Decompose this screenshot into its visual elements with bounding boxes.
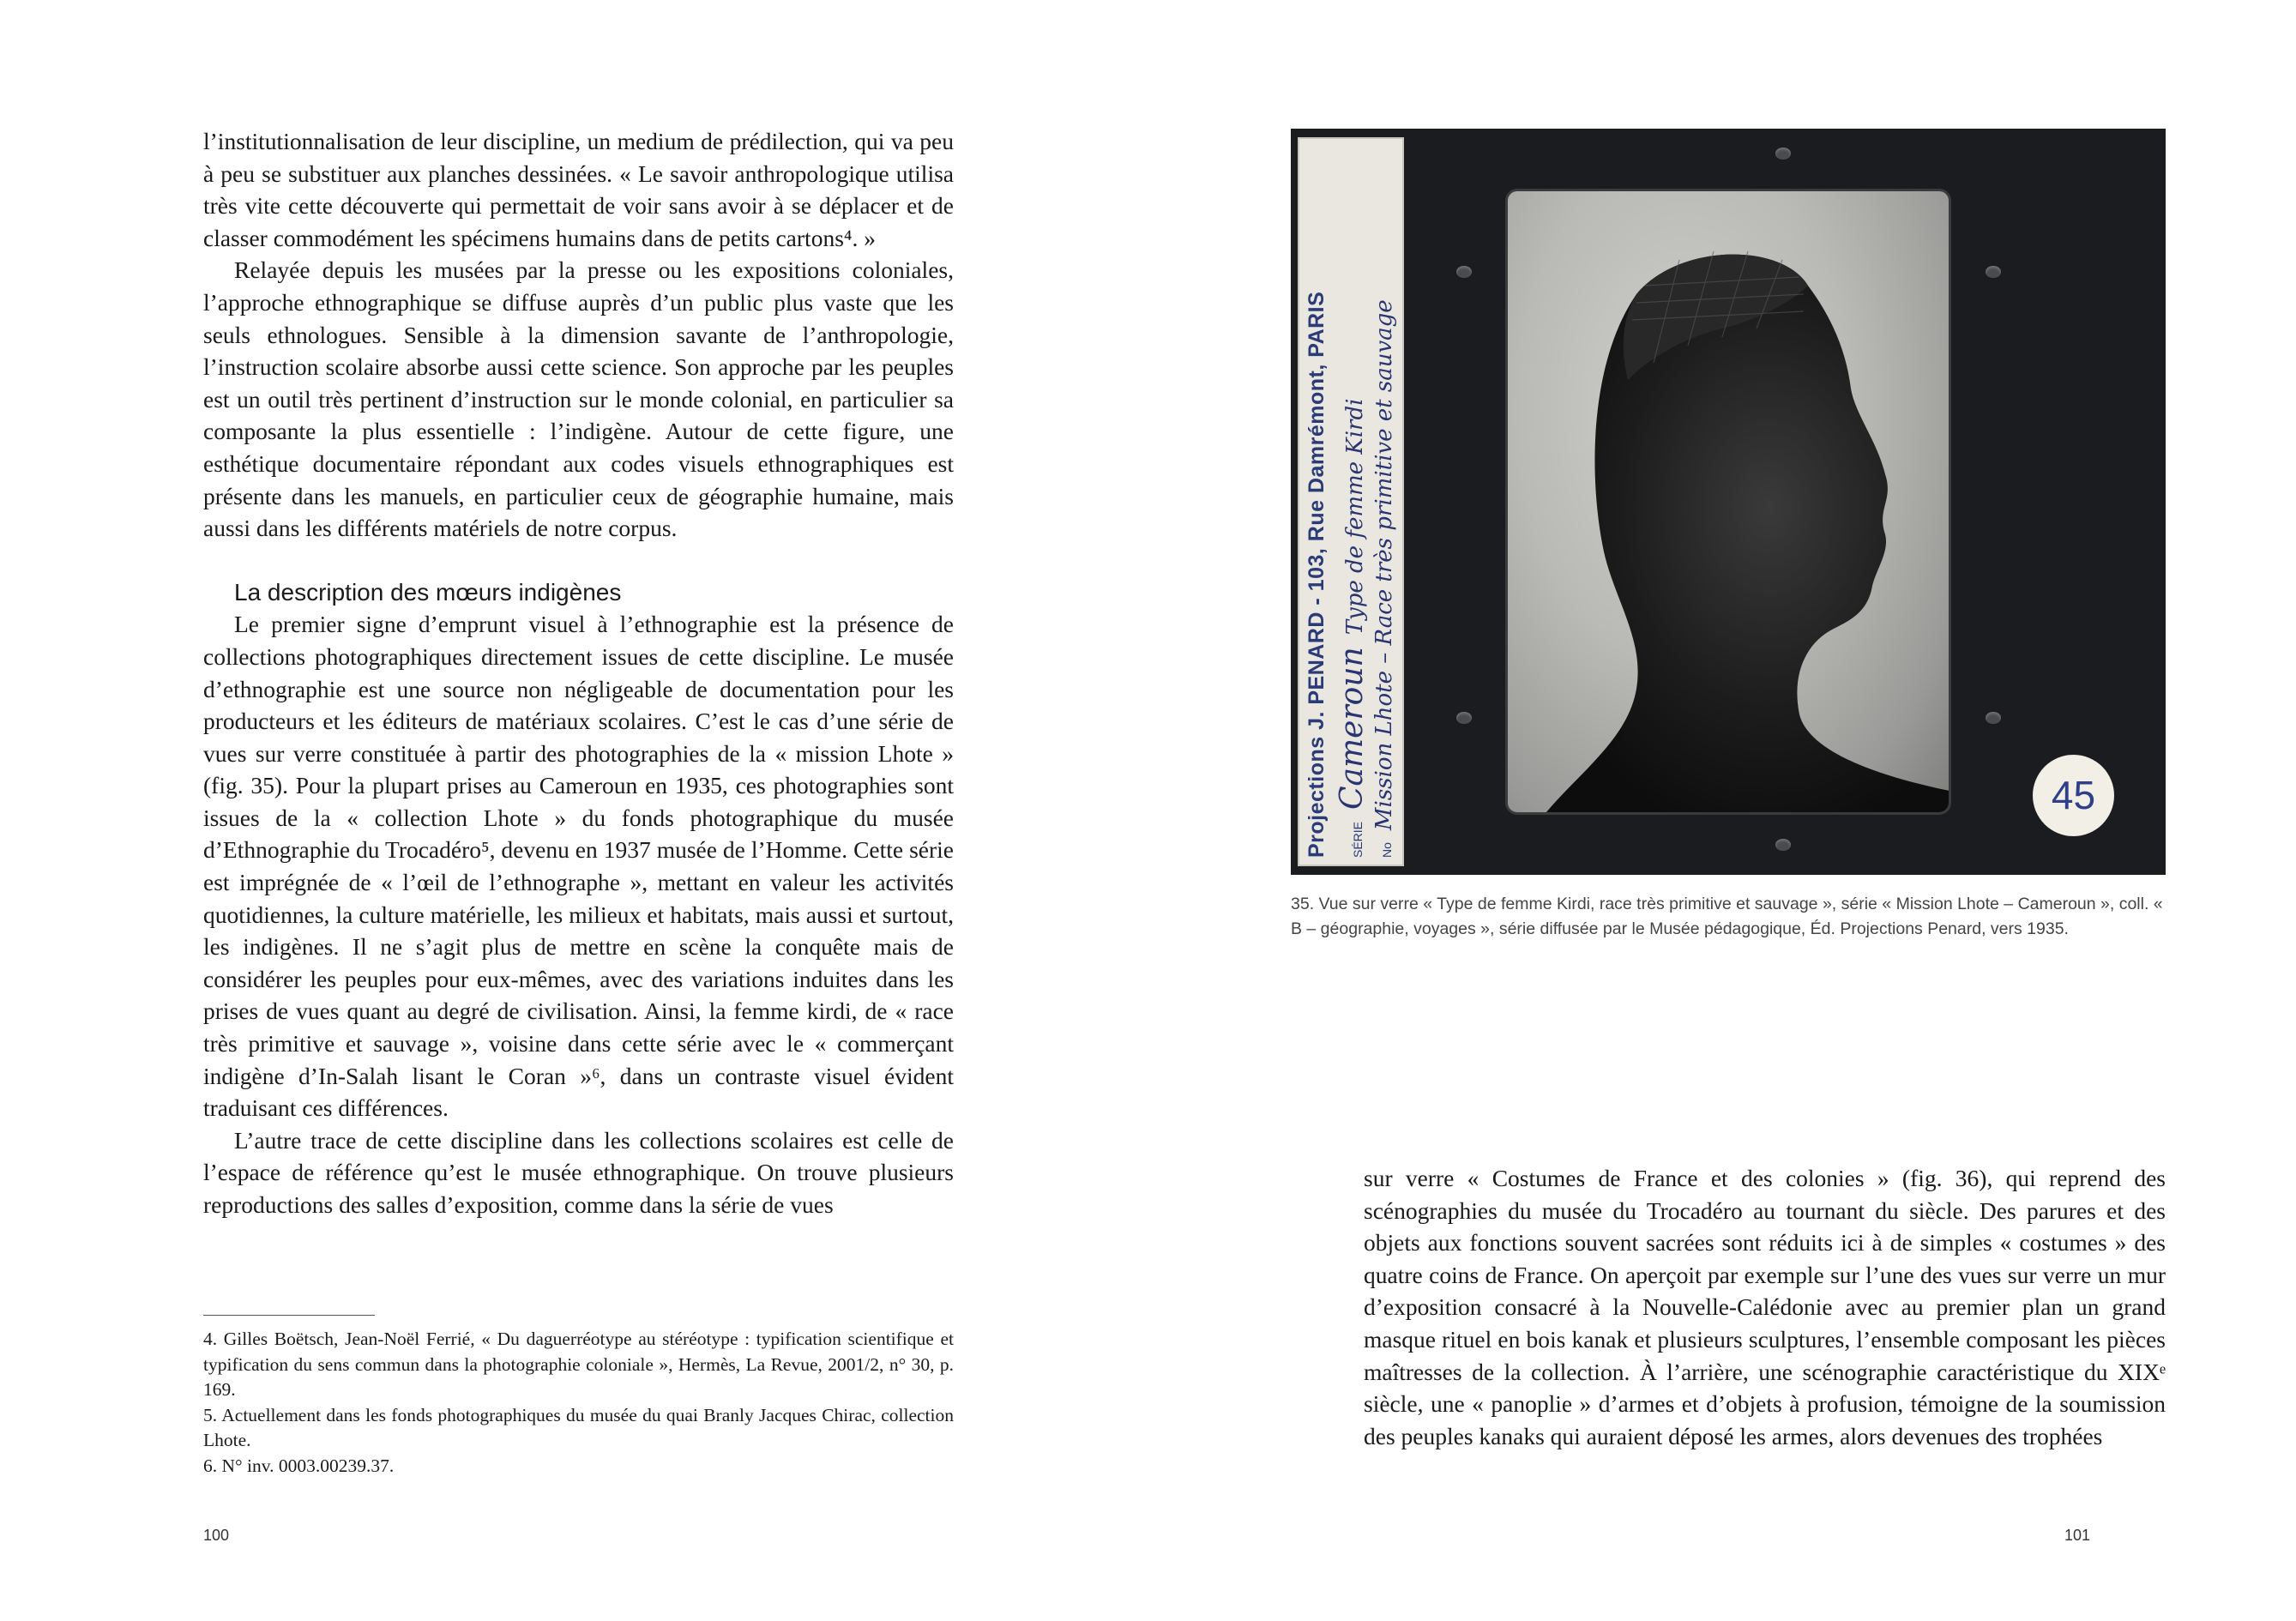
footnote-rule <box>203 1315 375 1316</box>
portrait-photo <box>1505 189 1951 815</box>
slide-series-label: SÉRIE <box>1351 821 1365 858</box>
slide-label-text <box>1305 146 1397 858</box>
paragraph: Le premier signe d’emprunt visuel à l’ethnographie est la présence de collections photographiques directement issues de cette discipline. Le musée d’ethnographie est une source non négligeable de documentation pour les producteurs et les éditeurs de matériaux scolaires. C’est le cas d’une série de vues sur verre constituée à partir des photographies de la « mission Lhote » (fig. 35). Pour la plupart prises au Cameroun en 1935, ces photographies sont issues de la « collection Lhote » du fonds photographique du musée d’Ethnographie du Trocadéro⁵, devenu en 1937 musée de l’Homme. Cette série est imprégnée de « l’œil de l’ethnographe », mettant en valeur les activités quotidiennes, la culture matérielle, les milieux et habitats, mais aussi et surtout, les indigènes. Il ne s’agit plus de mettre en scène la conquête mais de considérer les peuples pour eux-mêmes, avec des variations induites dans les prises de vues quant au degré de civilisation. Ainsi, la femme kirdi, de « race très primitive et sauvage », voisine dans cette série avec le « commerçant indigène d’In-Salah lisant le Coran »⁶, dans un contraste visuel évident traduisant ces différences. <box>203 611 954 1122</box>
paragraph: Relayée depuis les musées par la presse ou les expositions coloniales, l’approche ethnographique se diffuse auprès d’un public plus vaste que les seuls ethnologues. Sensible à la dimension savante de l’anthropologie, l’instruction scolaire absorbe aussi cette science. Son approche par les peuples est un outil très pertinent d’instruction sur le monde colonial, en particulier sa composante la plus essentielle : l’indigène. Autour de cette figure, une esthétique documentaire répondant aux codes visuels ethnographiques est présente dans les manuels, en particulier ceux de géographie humaine, mais aussi dans les différents matériels de notre corpus. <box>203 256 954 542</box>
slide-number-badge: 45 <box>2033 755 2114 836</box>
slide-no-handwritten: Mission Lhote – Race très primitive et sauvage <box>1371 299 1397 831</box>
right-column-text <box>1364 1162 2166 1452</box>
slide-label <box>1298 137 1404 866</box>
slide-series-line <box>1335 146 1370 858</box>
slide-pin <box>1775 839 1791 851</box>
footnote: 6. N° inv. 0003.00239.37. <box>203 1455 395 1476</box>
footnotes <box>203 1315 954 1479</box>
slide-number-line <box>1371 146 1397 858</box>
paragraph: l’institutionnalisation de leur discipline, un medium de prédilection, qui va peu à peu se substituer aux planches dessinées. « Le savoir anthropologique utilisa très vite cette découverte qui permettait de voir sans avoir à se déplacer et de classer commodément les spécimens humains dans de petits cartons⁴. » <box>203 128 954 251</box>
portrait-silhouette <box>1508 191 1951 815</box>
slide-pin <box>1456 712 1472 724</box>
glass-slide-figure <box>1291 129 2166 875</box>
page-number-left: 100 <box>203 1527 230 1544</box>
page-number-right: 101 <box>2064 1527 2091 1544</box>
slide-pin <box>1986 712 2001 724</box>
section-heading: La description des mœurs indigènes <box>234 578 622 606</box>
slide-publisher: Projections J. PENARD - 103, Rue Damrémont, PARIS <box>1305 291 1329 858</box>
figure-caption: 35. Vue sur verre « Type de femme Kirdi, race très primitive et sauvage », série « Mission Lhote – Cameroun », coll. « B – géographie, voyages », série diffusée par le Musée pédagogique, Éd. Projections Penard, vers 1935. <box>1291 895 2163 938</box>
left-column-text <box>203 125 954 1221</box>
footnote: 5. Actuellement dans les fonds photographiques du musée du quai Branly Jacques Chirac, collection Lhote. <box>203 1404 954 1450</box>
footnote: 4. Gilles Boëtsch, Jean-Noël Ferrié, « Du daguerréotype au stéréotype : typification scientifique et typification du sens commun dans la photographie coloniale », Hermès, La Revue, 2001/2, n° 30, p. 169. <box>203 1329 954 1400</box>
slide-type-handwritten: Type de femme Kirdi <box>1342 398 1368 636</box>
slide-pin <box>1775 148 1791 160</box>
slide-pin <box>1456 266 1472 278</box>
slide-no-label: No <box>1380 842 1394 858</box>
slide-series-handwritten: Cameroun <box>1335 647 1370 810</box>
paragraph: sur verre « Costumes de France et des colonies » (fig. 36), qui reprend des scénographies du musée du Trocadéro au tournant du siècle. Des parures et des objets aux fonctions souvent sacrées sont réduits ici à de simples « costumes » des quatre coins de France. On aperçoit par exemple sur l’une des vues sur verre un mur d’exposition consacré à la Nouvelle-Calédonie avec au premier plan un grand masque rituel en bois kanak et plusieurs sculptures, l’ensemble composant les pièces maîtresses de la collection. À l’arrière, une scénographie caractéristique du XIXᵉ siècle, une « panoplie » d’armes et d’objets à profusion, témoigne de la soumission des peuples kanaks qui auraient déposé les armes, alors devenues des trophées <box>1364 1165 2166 1449</box>
slide-pin <box>1986 266 2001 278</box>
paragraph: L’autre trace de cette discipline dans les collections scolaires est celle de l’espace de référence qu’est le musée ethnographique. On trouve plusieurs reproductions des salles d’exposition, comme dans la série de vues <box>203 1126 954 1218</box>
